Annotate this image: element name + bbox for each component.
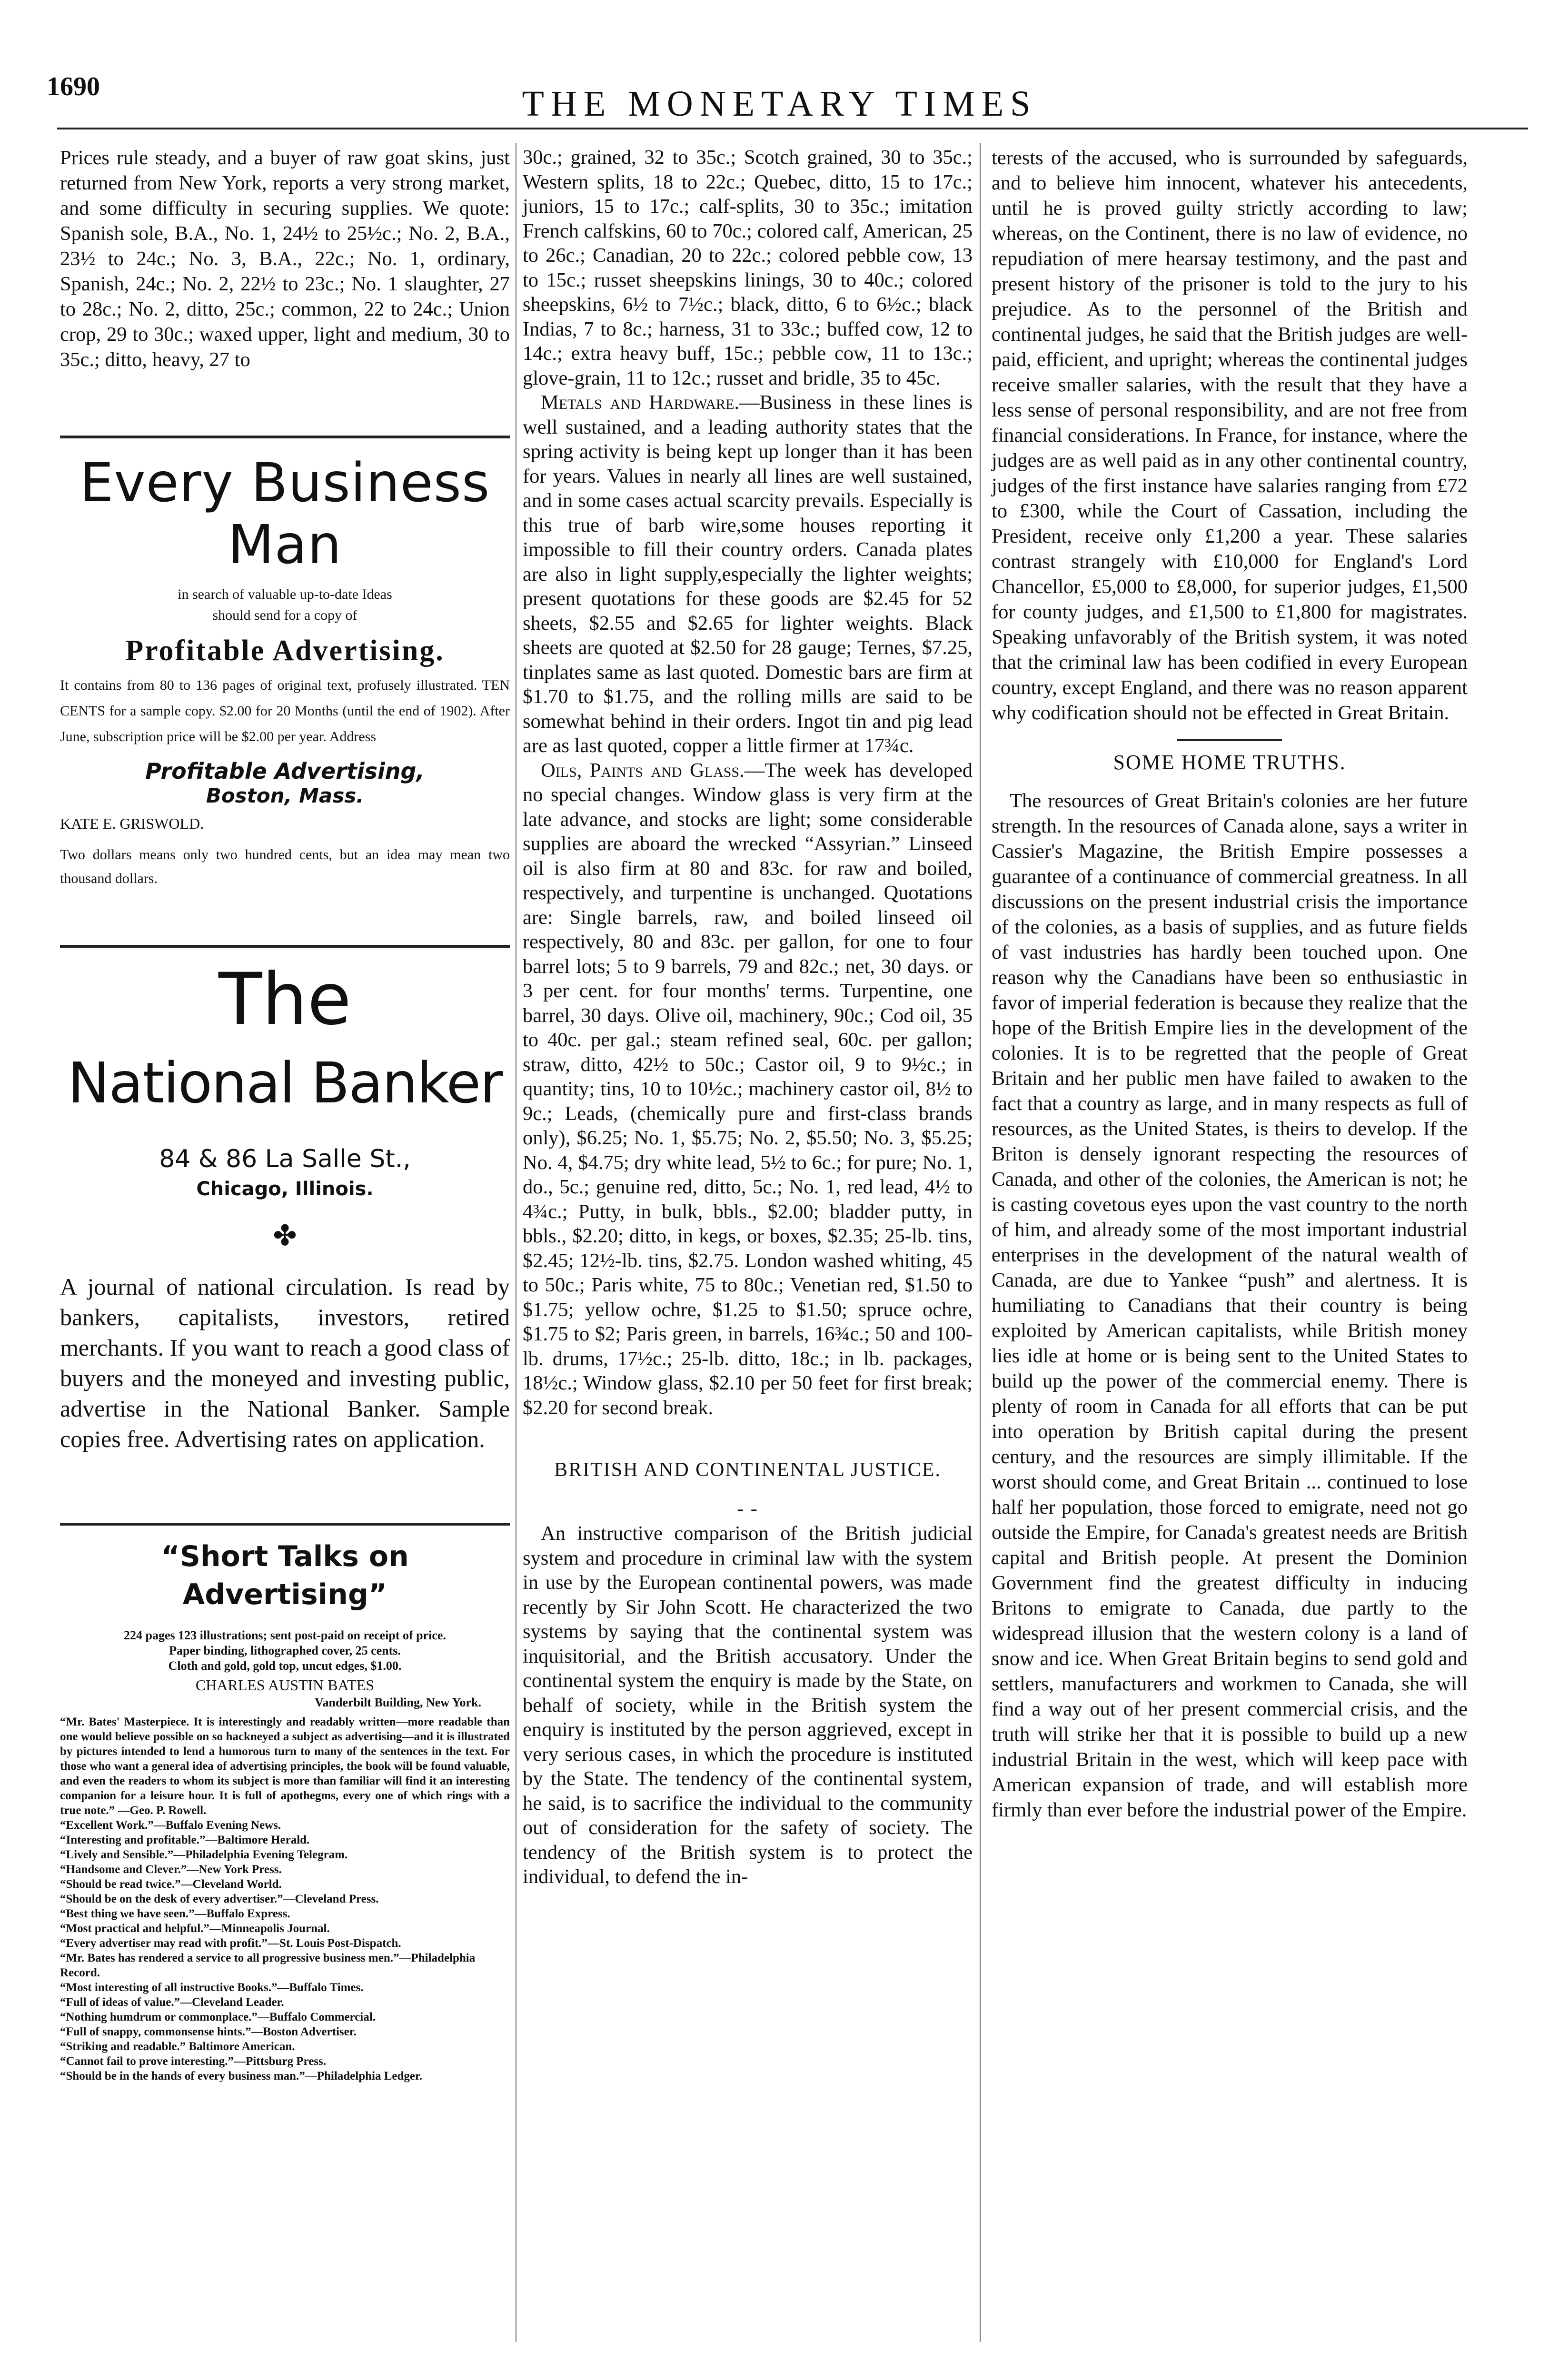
some-home-truths-heading: SOME HOME TRUTHS. bbox=[1113, 751, 1346, 774]
quote-line: “Most interesting of all instructive Books.”—Buffalo Times. bbox=[60, 1981, 364, 1994]
quote-line: “Handsome and Clever.”—New York Press. bbox=[60, 1863, 282, 1876]
header-rule bbox=[57, 128, 1528, 129]
ad-note: Two dollars means only two hundred cents, but an idea may mean two thousand dollars. bbox=[60, 847, 510, 886]
ad-short-talks-info: 224 pages 123 illustrations; sent post-paid on receipt of price. bbox=[124, 1628, 446, 1642]
oils-paints-heading: Oils, Paints and Glass. bbox=[541, 759, 745, 782]
quote-line: “Full of snappy, commonsense hints.”—Boston Advertiser. bbox=[60, 2025, 357, 2038]
masthead-title: THE MONETARY TIMES bbox=[522, 84, 1037, 124]
ad-headline: Every Business Man bbox=[79, 452, 490, 576]
leather-prices-continued: 30c.; grained, 32 to 35c.; Scotch grained, 30 to 35c.; Western splits, 18 to 22c.; Quebec, ditto, 15 to 17c.; juniors, 15 to 17c.; calf-splits, 30 to 35c.; imitation French calfskins, 60 to 70c.; colored calf, American, 25 to 26c.; Canadian, 20 to 22c.; colored pebble cow, 13 to 15c.; russet sheepskins linings, 30 to 40c.; colored sheepskins, 6½ to 7½c.; black, ditto, 6 to 6½c.; black Indias, 7 to 8c.; harness, 31 to 33c.; buffed cow, 12 to 14c.; extra heavy buff, 15c.; pebble cow, 11 to 13c.; glove-grain, 11 to 12c.; russet and bridle, 35 to 45c. bbox=[523, 146, 973, 389]
british-continental-justice-text: An instructive comparison of the British judicial system and procedure in criminal law with the system in use by the European continental powers, was made recently by Sir John Scott. He characterized the two systems by saying that the continental system was inquisitorial, and the British accusatory. Under the continental system the enquiry is made by the State, on behalf of society, while in the British system the enquiry is instituted by the person aggrieved, except in very serious cases, in which the procedure is instituted by the State. The tendency of the continental system, he said, is to sacrifice the individual to the community out of consideration for the safety of society. The tendency of the British system is to protect the individual, to defend the in- bbox=[523, 1522, 973, 1888]
ad-the: The bbox=[218, 958, 351, 1041]
quote-line: “Lively and Sensible.”—Philadelphia Evening Telegram. bbox=[60, 1848, 348, 1861]
column-3 bbox=[992, 145, 1468, 1823]
some-home-truths-text: The resources of Great Britain's colonies are her future strength. In the resources of Canada alone, says a writer in Cassier's Magazine, the British Empire possesses a guarantee of a continuance of commercial greatness. In all discussions on the present industrial crisis the importance of the colonies, as a basis of supplies, and as future fields of vast industries has hardly been touched upon. One reason why the Canadians have been so enthusiastic in favor of imperial federation is because they realize that the hope of the British Empire lies in the development of the colonies. It is to be regretted that the people of Great Britain and her public men have failed to awaken to the fact that a country as large, and in many respects as full of resources, as the United States, is theirs to develop. If the Briton is densely ignorant respecting the resources of Canada, and other of the colonies, the American is not; he is casting covetous eyes upon the vast country to the north of him, and already some of the most important industrial enterprises in the development of the natural wealth of Canada, are due to Yankee “push” and alertness. It is humiliating to Canadians that their country is being exploited by American capitalists, while British money lies idle at home or is being sent to the United States to build up the power of the commercial enemy. There is plenty of room in Canada for all efforts that can be put into operation by British capital during the present century, and the resources are simply illimitable. If the worst should come, and Great Britain ... continued to lose half her population, those forced to emigrate, need not go outside the Empire, for Canada's greatest needs are British capital and British people. At present the Dominion Government find the greatest difficulty in inducing Britons to emigrate to Canada, due partly to the widespread illusion that the western colony is a land of snow and ice. When Great Britain begins to send gold and settlers, manufacturers and workmen to Canada, she will find a way out of her present commercial crisis, and the truth will strike her that it is possible to build up a new industrial Britain in the west, which will keep pace with American expansion of trade, and will establish more firmly than ever before the industrial power of the Empire. bbox=[992, 790, 1468, 1821]
column-1 bbox=[60, 145, 510, 372]
quote-line: “Cannot fail to prove interesting.”—Pittsburg Press. bbox=[60, 2055, 327, 2068]
quote-line: “Should be read twice.”—Cleveland World. bbox=[60, 1878, 282, 1891]
page-number: 1690 bbox=[47, 72, 100, 101]
oils-paints-text: —The week has developed no special changes. Window glass is very firm at the late advance, and stocks are light; some considerable supplies are aboard the wrecked “Assyrian.” Linseed oil is also firm at 80 and 83c. for raw and boiled, respectively, and turpentine is unchanged. Quotations are: Single barrels, raw, and boiled linseed oil respectively, 80 and 83c. per gallon, for one to four barrel lots; 5 to 9 barrels, 79 and 82c.; net, 30 days. or 3 per cent. for four months' terms. Turpentine, one barrel, 30 days. Olive oil, machinery, 90c.; Cod oil, 35 to 40c. per gal.; steam refined seal, 60c. per gallon; straw, ditto, 42½ to 50c.; Castor oil, 9 to 9½c.; in quantity; tins, 10 to 10½c.; machinery castor oil, 8½ to 9c.; Leads, (chemically pure and first-class brands only), $6.25; No. 1, $5.75; No. 2, $5.50; No. 3, $5.25; No. 4, $4.75; dry white lead, 5½ to 6c.; for pure; No. 1, do., 5c.; genuine red, ditto, 5c.; No. 1, red lead, 4½ to 4¾c.; Putty, in bulk, bbls., $2.00; bladder putty, in bbls., $2.20; ditto, in kegs, or boxes, $2.35; 25-lb. tins, $2.45; 12½-lb. tins, $2.75. London washed whiting, 45 to 50c.; Paris white, 75 to 80c.; Venetian red, $1.50 to $1.75; yellow ochre, $1.25 to $1.50; spruce ochre, $1.75 to $2; Paris green, in barrels, 16¾c.; 50 and 100-lb. drums, 17½c.; 25-lb. ditto, 18c.; in lb. packages, 18½c.; Window glass, $2.10 per 50 feet for first break; $2.20 for second break. bbox=[523, 759, 973, 1419]
column-2 bbox=[523, 145, 973, 1889]
ad-short-talks-quotes bbox=[60, 1818, 510, 2083]
advertisement-national-banker bbox=[60, 952, 510, 1454]
ad-banker-address: 84 & 86 La Salle St., bbox=[159, 1145, 411, 1173]
quote-line: “Should be on the desk of every advertiser.”—Cleveland Press. bbox=[60, 1893, 379, 1905]
leather-market-text: Prices rule steady, and a buyer of raw goat skins, just returned from New York, reports a very strong market, and some difficulty in securing supplies. We quote: Spanish sole, B.A., No. 1, 24½ to 25½c.; No. 2, B.A., 23½ to 24c.; No. 3, B.A., 22c.; No. 1, ordinary, Spanish, 24c.; No. 2, 22½ to 23c.; No. 1 slaughter, 27 to 28c.; No. 2, ditto, 25c.; common, 22 to 24c.; Union crop, 29 to 30c.; waxed upper, light and medium, 30 to 35c.; ditto, heavy, 27 to bbox=[60, 147, 510, 371]
metals-hardware-paragraph bbox=[523, 390, 973, 758]
metals-hardware-heading: Metals and Hardware. bbox=[541, 391, 740, 414]
ad-banker-body: A journal of national circulation. Is read by bankers, capitalists, investors, retired merchants. If you want to reach a good class of buyers and the moneyed and investing public, advertise in the National Banker. Sample copies free. Advertising rates on application. bbox=[60, 1273, 510, 1452]
ad-line: should send for a copy of bbox=[212, 607, 357, 623]
section-separator: - - bbox=[737, 1497, 758, 1520]
quote-line: “Striking and readable.” Baltimore American. bbox=[60, 2040, 295, 2053]
ad-banker-city: Chicago, Illinois. bbox=[196, 1178, 374, 1200]
ad-short-talks-info: Paper binding, lithographed cover, 25 cents. bbox=[169, 1644, 401, 1657]
ad-editor: KATE E. GRISWOLD. bbox=[60, 815, 204, 832]
quote-line: “Should be in the hands of every business man.”—Philadelphia Ledger. bbox=[60, 2070, 423, 2082]
ad-body: It contains from 80 to 136 pages of original text, profusely illustrated. TEN CENTS for a sample copy. $2.00 for 20 Months (until the end of 1902). After June, subscription price will be $2.00 per year. Address bbox=[60, 677, 510, 744]
ad-short-talks-address: Vanderbilt Building, New York. bbox=[315, 1696, 481, 1709]
quote-line: “Mr. Bates has rendered a service to all progressive business men.”—Philadelphia Record. bbox=[60, 1952, 476, 1979]
ad-short-talks-review: “Mr. Bates' Masterpiece. It is interestingly and readably written—more readable than one would believe possible on so hackneyed a subject as advertising—and it is illustrated by pictures intended to lend a humorous turn to many of the sentences in the text. For those who want a general idea of advertising principles, the book will be found valuable, and even the readers to whom its subject is more than familiar will find it an interesting companion for a leisure hour. It is full of apothegms, every one of which rings with a true note.” —Geo. P. Rowell. bbox=[60, 1716, 510, 1817]
ad-separator-1 bbox=[60, 436, 510, 438]
quote-line: “Nothing humdrum or commonplace.”—Buffalo Commercial. bbox=[60, 2011, 376, 2023]
quote-line: “Most practical and helpful.”—Minneapolis Journal. bbox=[60, 1922, 330, 1935]
quote-line: “Interesting and profitable.”—Baltimore Herald. bbox=[60, 1834, 310, 1846]
ad-separator-2 bbox=[60, 945, 510, 948]
metals-hardware-text: —Business in these lines is well sustained, and a leading authority states that the spring activity is being kept up longer than it has been for years. Values in nearly all lines are well sustained, and in some cases actual scarcity prevails. Especially is this true of barb wire,some houses reporting it impossible to fill their country orders. Canada plates are also in light supply,especially the lighter weights; present quotations for these goods are $2.45 for 52 sheets, $2.55 and $2.65 for lighter weights. Black sheets are quoted at $2.50 for 28 gauge; Ternes, $7.25, tinplates same as last quoted. Domestic bars are firm at $1.70 to $1.75, and the rolling mills are said to be somewhat behind in their orders. Ingot tin and pig lead are as last quoted, copper a little firmer at 17¾c. bbox=[523, 391, 973, 757]
quote-line: “Excellent Work.”—Buffalo Evening News. bbox=[60, 1819, 281, 1832]
column-rule-right bbox=[980, 143, 981, 2342]
justice-continued-text: terests of the accused, who is surrounded by safeguards, and to believe him innocent, whatever his antecedents, until he is proved guilty strictly according to law; whereas, on the Continent, there is no law of evidence, no repudiation of mere hearsay testimony, and the past and present history of the prisoner is told to the jury to his prejudice. As to the personnel of the British and continental judges, he said that the British judges are well-paid, efficient, and upright; whereas the continental judges receive smaller salaries, with the result that they have a less sense of personal responsibility, and are not free from financial considerations. In France, for instance, where the judges are as well paid as in any other continental country, judges of the first instance have salaries ranging from £72 to £300, while the Court of Cassation, including the President, receive only £1,200 a year. These salaries contrast strangely with £10,000 for England's Lord Chancellor, £5,000 to £8,000, for superior judges, £1,500 for county judges, and £1,500 to £1,800 for magistrates. Speaking unfavorably of the British system, it was noted that the criminal law has been codified in every European country, except England, and there was no reason apparent why codification should not be effected in Great Britain. bbox=[992, 147, 1468, 724]
ad-separator-3 bbox=[60, 1523, 510, 1526]
section-rule bbox=[1177, 739, 1282, 741]
advertisement-short-talks bbox=[60, 1537, 510, 2083]
ad-ornament: ✤ bbox=[273, 1220, 297, 1251]
quote-line: “Every advertiser may read with profit.”—St. Louis Post-Dispatch. bbox=[60, 1937, 401, 1950]
british-continental-justice-heading: BRITISH AND CONTINENTAL JUSTICE. bbox=[554, 1459, 941, 1481]
ad-line: in search of valuable up-to-date Ideas bbox=[178, 586, 392, 602]
oils-paints-paragraph bbox=[523, 758, 973, 1420]
ad-short-talks-info: Cloth and gold, gold top, uncut edges, $1.00. bbox=[168, 1659, 402, 1673]
quote-line: “Best thing we have seen.”—Buffalo Express. bbox=[60, 1907, 290, 1920]
ad-title: Profitable Advertising. bbox=[125, 635, 445, 667]
quote-line: “Full of ideas of value.”—Cleveland Leader. bbox=[60, 1996, 284, 2009]
advertisement-profitable-advertising bbox=[60, 452, 510, 891]
ad-city: Boston, Mass. bbox=[206, 784, 364, 807]
ad-short-talks-author: CHARLES AUSTIN BATES bbox=[195, 1676, 375, 1694]
ad-banker-title: National Banker bbox=[68, 1050, 502, 1116]
ad-short-talks-title: “Short Talks on Advertising” bbox=[161, 1540, 409, 1611]
ad-publisher: Profitable Advertising, bbox=[145, 758, 425, 784]
